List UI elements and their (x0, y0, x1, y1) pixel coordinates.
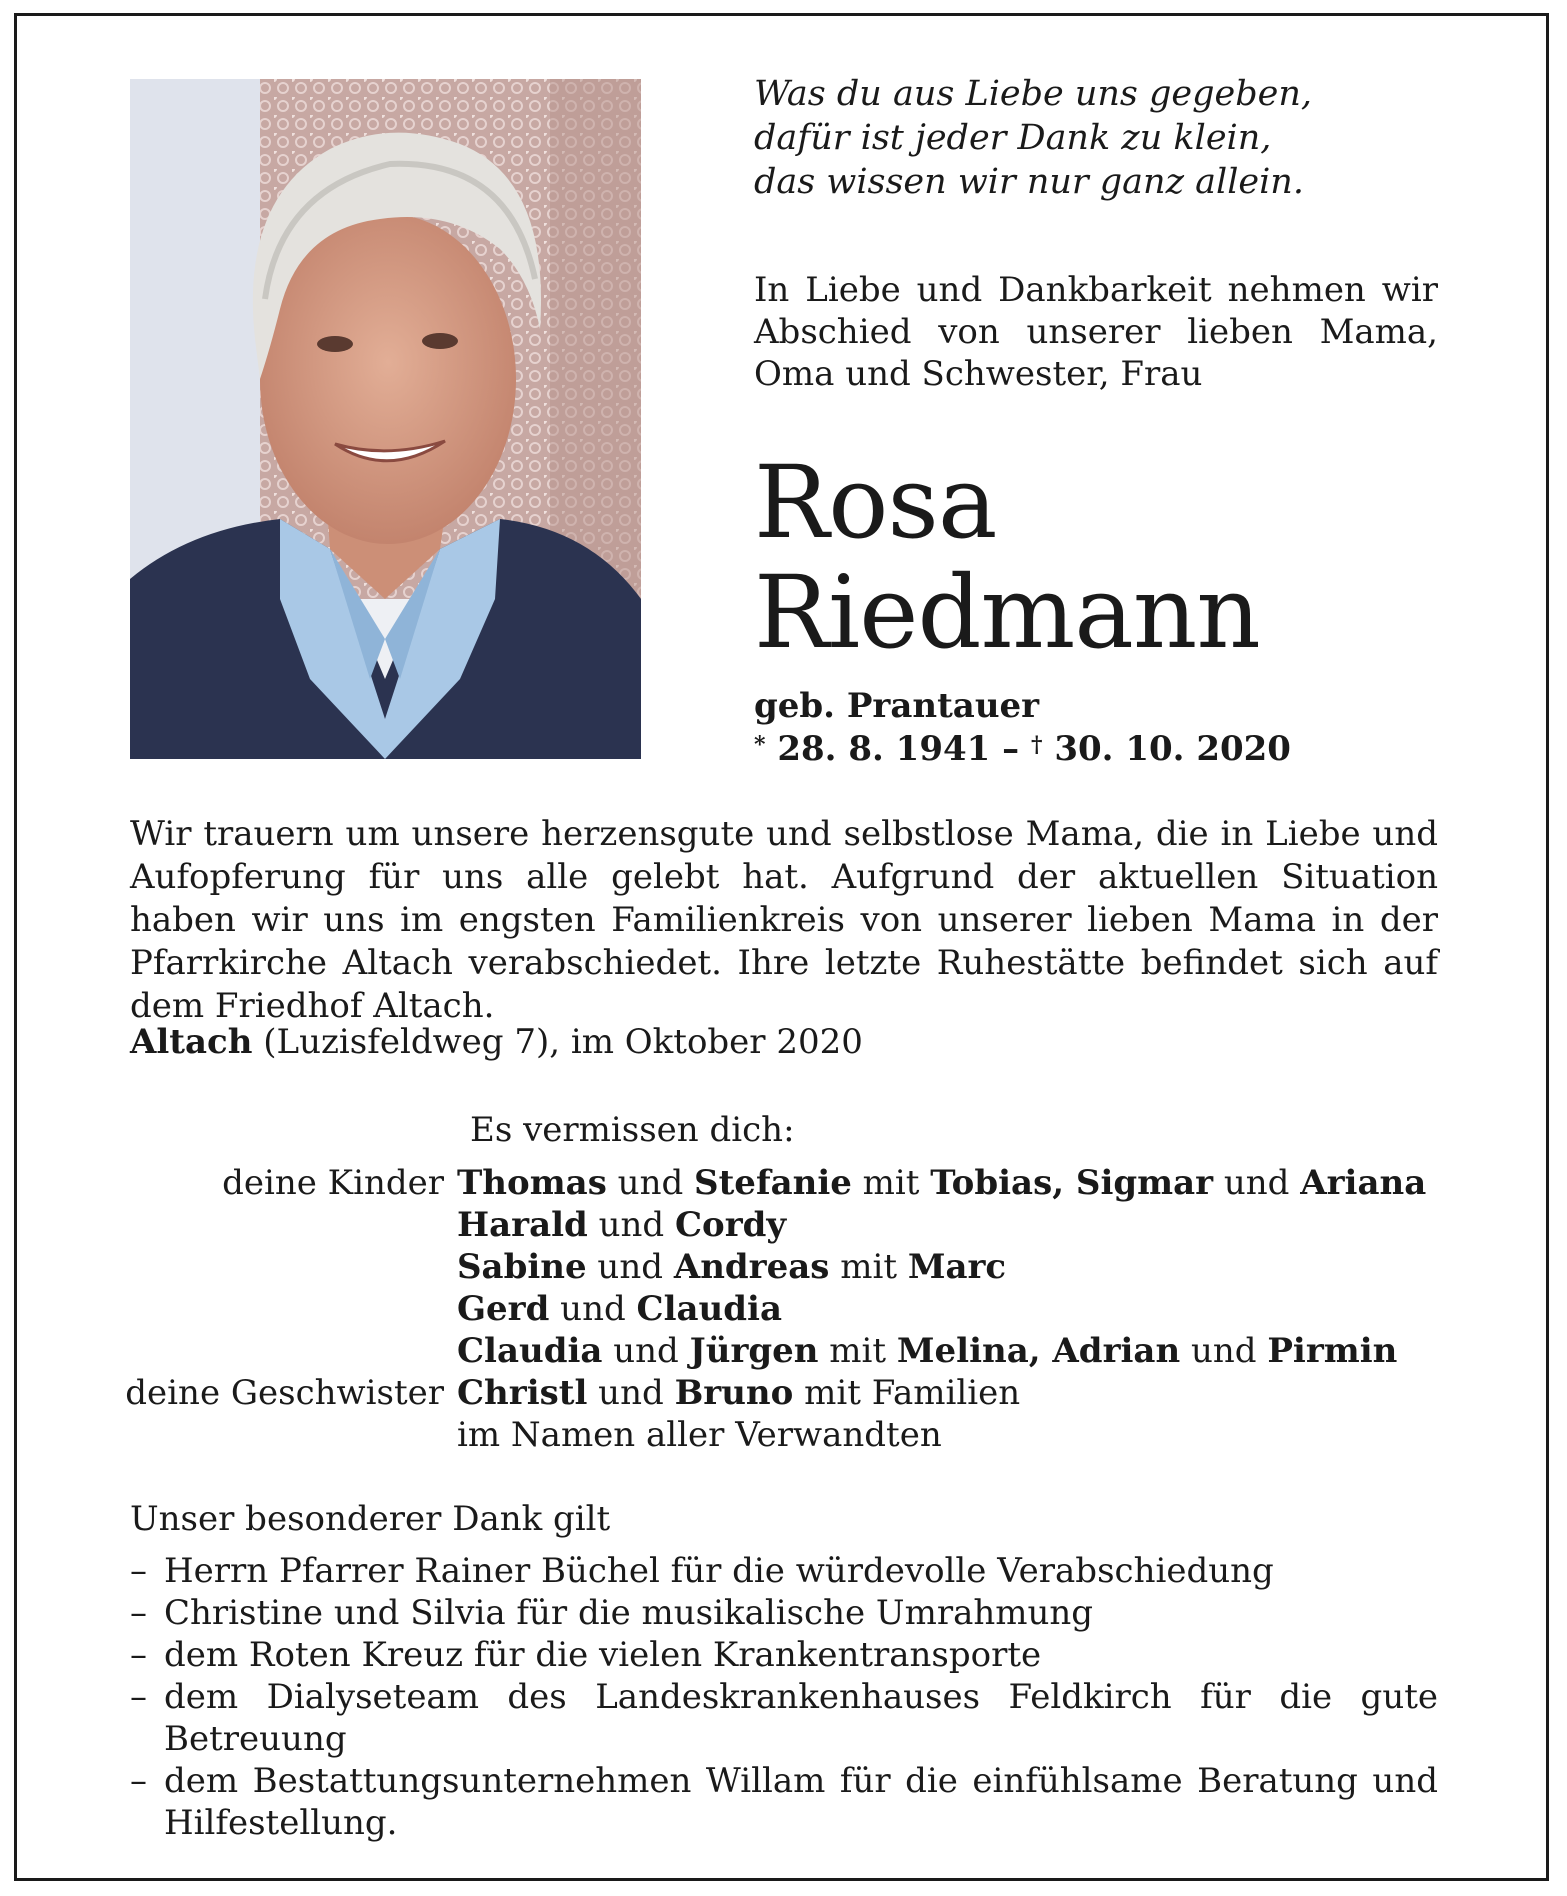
mourner-name: Gerd (457, 1289, 550, 1329)
thanks-item (130, 1592, 1438, 1634)
thanks-heading: Unser besonderer Dank gilt (130, 1499, 611, 1539)
place-date-line (130, 1021, 863, 1063)
intro-text: In Liebe und Dankbarkeit nehmen wir Abschied von unserer lieben Mama, Oma und Schwester, Frau (754, 270, 1438, 394)
mourner-names (457, 1414, 942, 1456)
dash-bullet: – (130, 1635, 147, 1675)
dash-bullet: – (130, 1677, 147, 1717)
mourner-name: Harald (457, 1205, 588, 1245)
mourner-connector: und (587, 1373, 675, 1413)
mourner-name: Stefanie (694, 1163, 852, 1203)
mourner-connector: und (586, 1247, 674, 1287)
mourner-names (457, 1288, 782, 1330)
first-name: Rosa (754, 444, 997, 561)
mourner-names (457, 1162, 1426, 1204)
mourner-connector: und (602, 1331, 690, 1371)
mourner-connector: und (606, 1163, 695, 1203)
mourner-relation (0, 1246, 457, 1288)
mourners-list (0, 1162, 1567, 1456)
mourner-name: Melina, Adrian (896, 1331, 1181, 1371)
mourner-name: Claudia (636, 1289, 782, 1329)
mourner-row (0, 1414, 1567, 1456)
mourner-names (457, 1330, 1397, 1372)
death-symbol: † (1031, 732, 1043, 758)
thanks-text: Christine und Silvia für die musikalische Umrahmung (164, 1593, 1094, 1633)
thanks-text: dem Dialyseteam des Landeskrankenhauses Feldkirch für die gute Betreuung (164, 1677, 1438, 1759)
thanks-list (130, 1550, 1438, 1844)
mourner-name: Cordy (674, 1205, 787, 1245)
poem-line: das wissen wir nur ganz allein. (754, 162, 1304, 202)
thanks-item (130, 1676, 1438, 1760)
mourner-connector: mit (851, 1163, 931, 1203)
birth-date: 28. 8. 1941 (777, 729, 991, 769)
mourner-name: Sabine (457, 1247, 587, 1287)
mourner-connector: und (1213, 1163, 1301, 1203)
mourner-name: Andreas (673, 1247, 830, 1287)
portrait-photo (130, 79, 641, 759)
mourner-names (457, 1204, 786, 1246)
maiden-name: geb. Prantauer (754, 686, 1040, 726)
mourner-name: Thomas (457, 1163, 607, 1203)
mourner-row (0, 1246, 1567, 1288)
mourner-name: Pirmin (1267, 1331, 1398, 1371)
mourner-names (457, 1372, 1020, 1414)
mourner-connector: und (549, 1289, 637, 1329)
dash-bullet: – (130, 1761, 147, 1801)
death-date: 30. 10. 2020 (1054, 729, 1291, 769)
thanks-item (130, 1634, 1438, 1676)
mourner-connector: mit (818, 1331, 897, 1371)
birth-symbol: * (754, 732, 766, 758)
thanks-text: dem Bestattungsunternehmen Willam für die einfühlsame Beratung und Hilfestellung. (164, 1761, 1438, 1843)
date-separator: – (1002, 729, 1020, 769)
mourner-name: Ariana (1300, 1163, 1427, 1203)
thanks-text: dem Roten Kreuz für die vielen Krankentransporte (164, 1635, 1042, 1675)
poem-line: dafür ist jeder Dank zu klein, (754, 118, 1272, 158)
mourner-row (0, 1204, 1567, 1246)
last-name: Riedmann (754, 554, 1260, 671)
mourners-heading: Es vermissen dich: (470, 1110, 795, 1150)
mourner-names (457, 1246, 1006, 1288)
mourner-row (0, 1162, 1567, 1204)
mourner-name: Jürgen (689, 1331, 819, 1371)
mourner-connector: und (587, 1205, 675, 1245)
mourner-relation (0, 1204, 457, 1246)
mourner-relation: deine Geschwister (125, 1373, 444, 1413)
place-town: Altach (130, 1022, 253, 1062)
poem-line: Was du aus Liebe uns gegeben, (754, 74, 1313, 114)
dash-bullet: – (130, 1593, 147, 1633)
mourner-name: Marc (907, 1247, 1007, 1287)
place-rest: (Luzisfeldweg 7), im Oktober 2020 (252, 1022, 863, 1062)
mourner-connector: mit Familien (793, 1373, 1021, 1413)
thanks-item (130, 1760, 1438, 1844)
poem (754, 72, 1454, 204)
thanks-text: Herrn Pfarrer Rainer Büchel für die würdevolle Verabschiedung (164, 1551, 1274, 1591)
mourner-row (0, 1330, 1567, 1372)
mourner-relation (0, 1288, 457, 1330)
mourner-connector: mit (829, 1247, 908, 1287)
life-dates (754, 728, 1291, 770)
mourner-relation (0, 1330, 457, 1372)
mourner-relation (0, 1414, 457, 1456)
mourner-row (0, 1372, 1567, 1414)
mourner-connector: und (1180, 1331, 1268, 1371)
dash-bullet: – (130, 1551, 147, 1591)
mourner-name: Christl (457, 1373, 588, 1413)
mourner-name: Claudia (457, 1331, 603, 1371)
mourner-name: Tobias, Sigmar (930, 1163, 1214, 1203)
mourner-connector: im Namen aller Verwandten (457, 1415, 942, 1455)
thanks-item (130, 1550, 1438, 1592)
mourner-relation: deine Kinder (222, 1163, 444, 1203)
deceased-name (754, 444, 1260, 671)
mourner-name: Bruno (674, 1373, 794, 1413)
mourner-row (0, 1288, 1567, 1330)
main-paragraph: Wir trauern um unsere herzensgute und selbstlose Mama, die in Liebe und Aufopferung für uns alle gelebt hat. Aufgrund der aktuellen Situation haben wir uns im engsten Familienkreis von unserer lieben Mama in der Pfarrkirche Altach verabschiedet. Ihre letzte Ruhestätte befindet sich auf dem Friedhof Altach. (130, 814, 1438, 1026)
